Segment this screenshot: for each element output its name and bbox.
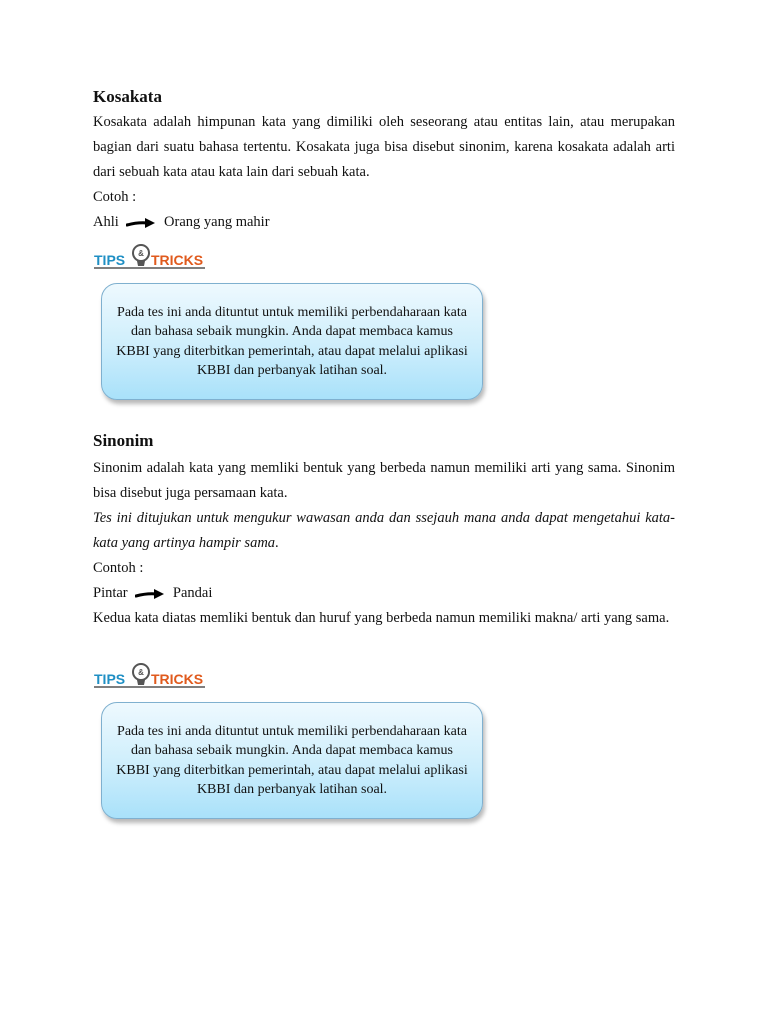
section-sinonim [93, 430, 675, 631]
tip-callout [101, 702, 483, 819]
tips-text: TIPS [94, 252, 126, 268]
paragraph-kosakata: Kosakata adalah himpunan kata yang dimiliki oleh seseorang atau entitas lain, atau merupakan bagian dari suatu bahasa tertentu. Kosakata juga bisa disebut sinonim, karena kosakata adalah arti dari sebuah kata atau kata lain dari sebuah kata. [93, 114, 675, 180]
heading-kosakata: Kosakata [93, 87, 162, 106]
example-row [93, 581, 675, 606]
example-meaning: Orang yang mahir [164, 214, 270, 230]
svg-text:&: & [138, 668, 144, 677]
arrow-right-icon [126, 216, 156, 230]
tip-callout [101, 283, 483, 400]
paragraph-sinonim-italic [93, 506, 675, 556]
tricks-text: TRICKS [151, 671, 204, 687]
section-kosakata [93, 86, 675, 235]
example-row [93, 210, 675, 235]
example-label: Contoh : [93, 560, 144, 576]
tip-callout-text: Pada tes ini anda dituntut untuk memiliki perbendaharaan kata dan bahasa sebaik mungkin. Anda dapat membaca kamus KBBI yang diterbitkan pemerintah, atau dapat melalui aplikasi KBBI dan perbanyak latihan soal. [116, 304, 468, 378]
italic-text: Tes ini ditujukan untuk mengukur wawasan anda dan ssejauh mana anda dapat mengetahui kata-kata yang artinya hampir sama [93, 510, 675, 551]
tricks-text: TRICKS [151, 252, 204, 268]
tips-text: TIPS [94, 671, 126, 687]
tip-callout-text: Pada tes ini anda dituntut untuk memiliki perbendaharaan kata dan bahasa sebaik mungkin. Anda dapat membaca kamus KBBI yang diterbitkan pemerintah, atau dapat melalui aplikasi KBBI dan perbanyak latihan soal. [116, 723, 468, 797]
example-word: Pintar [93, 585, 128, 601]
example-word: Ahli [93, 214, 119, 230]
tips-tricks-logo [93, 242, 211, 272]
tips-tricks-logo [93, 661, 211, 691]
example-label: Cotoh : [93, 189, 137, 205]
heading-sinonim: Sinonim [93, 431, 154, 450]
paragraph-closing: Kedua kata diatas memliki bentuk dan huruf yang berbeda namun memiliki makna/ arti yang sama. [93, 610, 670, 626]
example-meaning: Pandai [172, 585, 213, 601]
svg-text:&: & [138, 249, 144, 258]
italic-end: . [275, 535, 279, 551]
paragraph-sinonim: Sinonim adalah kata yang memliki bentuk yang berbeda namun memiliki arti yang sama. Sinonim bisa disebut juga persamaan kata. [93, 460, 675, 501]
arrow-right-icon [135, 587, 165, 601]
